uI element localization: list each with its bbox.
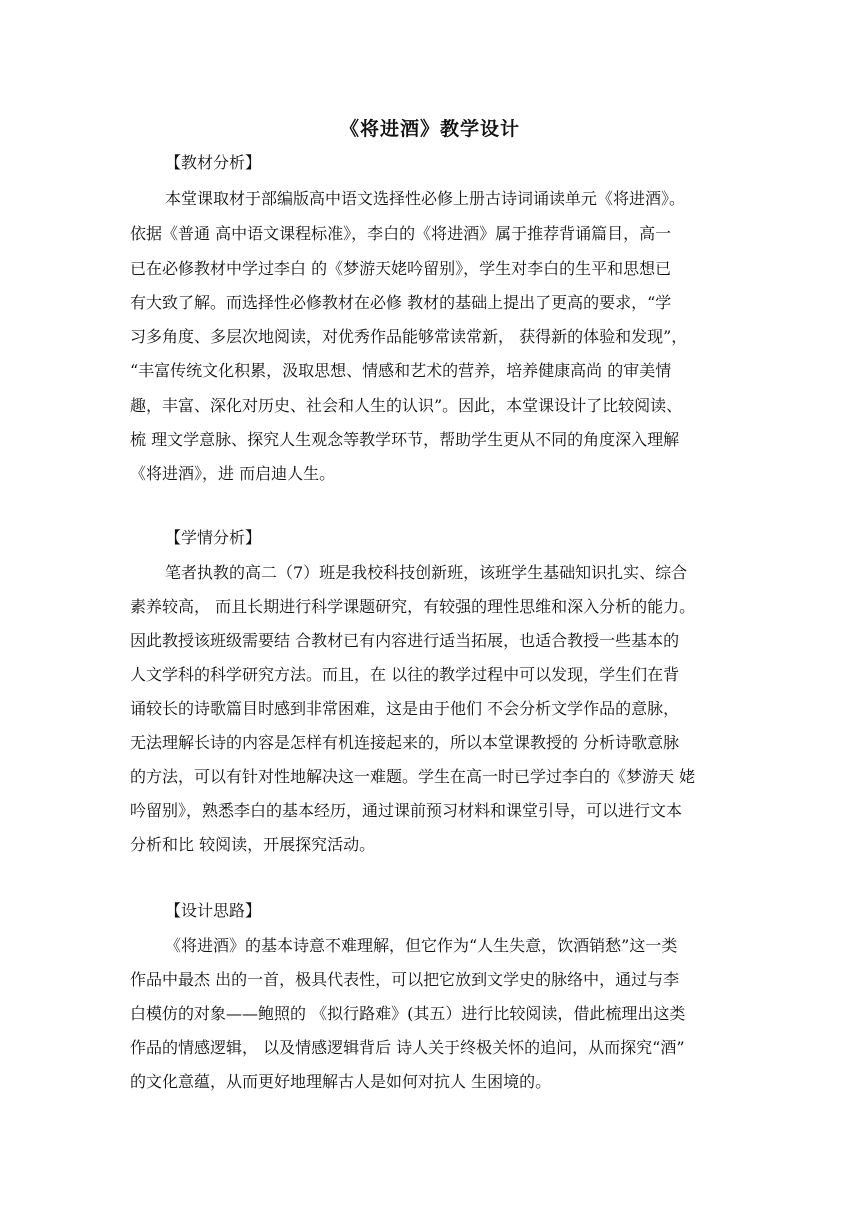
paragraph-line: 《将进酒》的基本诗意不难理解，但它作为“人生失意，饮酒销愁”这一类	[165, 936, 678, 955]
paragraph-line: 习多角度、多层次地阅读，对优秀作品能够常读常新， 获得新的体验和发现”，	[130, 327, 688, 346]
paragraph-line: 诵较长的诗歌篇目时感到非常困难，这是由于他们 不会分析文学作品的意脉，	[130, 699, 680, 718]
paragraph-line: 作品的情感逻辑， 以及情感逻辑背后 诗人关于终极关怀的追问，从而探究“酒”	[130, 1038, 685, 1057]
paragraph-line: 白模仿的对象——鲍照的 《拟行路难》(其五）进行比较阅读，借此梳理出这类	[130, 1004, 686, 1023]
paragraph-line: 已在必修教材中学过李白 的《梦游天姥吟留别》，学生对李白的生平和思想已	[130, 259, 672, 278]
paragraph-line: 吟留别》，熟悉李白的基本经历，通过课前预习材料和课堂引导，可以进行文本	[130, 801, 683, 820]
section-heading-textbook-analysis: 【教材分析】	[165, 153, 262, 172]
paragraph-line: 的方法，可以有针对性地解决这一难题。学生在高一时已学过李白的《梦游天 姥	[130, 767, 696, 786]
paragraph-line: 素养较高， 而且长期进行科学课题研究，有较强的理性思维和深入分析的能力。	[130, 597, 696, 616]
section-heading-design-rationale: 【设计思路】	[165, 901, 262, 920]
paragraph-line: 本堂课取材于部编版高中语文选择性必修上册古诗词诵读单元《将进酒》。	[165, 189, 686, 208]
paragraph-line: “丰富传统文化积累，汲取思想、情感和艺术的营养，培养健康高尚 的审美情	[130, 361, 672, 380]
paragraph-line: 《将进酒》，进 而启迪人生。	[130, 464, 336, 483]
paragraph-line: 无法理解长诗的内容是怎样有机连接起来的，所以本堂课教授的 分析诗歌意脉	[130, 733, 680, 752]
paragraph-line: 分析和比 较阅读，开展探究活动。	[130, 835, 376, 854]
document-title: 《将进酒》教学设计	[339, 118, 520, 140]
section-heading-learner-analysis: 【学情分析】	[165, 528, 262, 547]
paragraph-line: 作品中最杰 出的一首，极具代表性，可以把它放到文学史的脉络中，通过与李	[130, 970, 680, 989]
paragraph-line: 笔者执教的高二（7）班是我校科技创新班，该班学生基础知识扎实、综合	[165, 563, 688, 582]
paragraph-line: 人文学科的科学研究方法。而且，在 以往的教学过程中可以发现，学生们在背	[130, 665, 680, 684]
paragraph-line: 梳 理文学意脉、探究人生观念等教学环节，帮助学生更从不同的角度深入理解	[130, 430, 680, 449]
paragraph-line: 因此教授该班级需要结 合教材已有内容进行适当拓展，也适合教授一些基本的	[130, 631, 680, 650]
paragraph-line: 有大致了解。而选择性必修教材在必修 教材的基础上提出了更高的要求，“学	[130, 293, 672, 312]
paragraph-line: 依据《普通 高中语文课程标准》，李白的《将进酒》属于推荐背诵篇目，高一	[130, 224, 672, 243]
paragraph-line: 的文化意蕴，从而更好地理解古人是如何对抗人 生困境的。	[130, 1072, 552, 1091]
paragraph-line: 趣，丰富、深化对历史、社会和人生的认识”。因此，本堂课设计了比较阅读、	[130, 396, 683, 415]
